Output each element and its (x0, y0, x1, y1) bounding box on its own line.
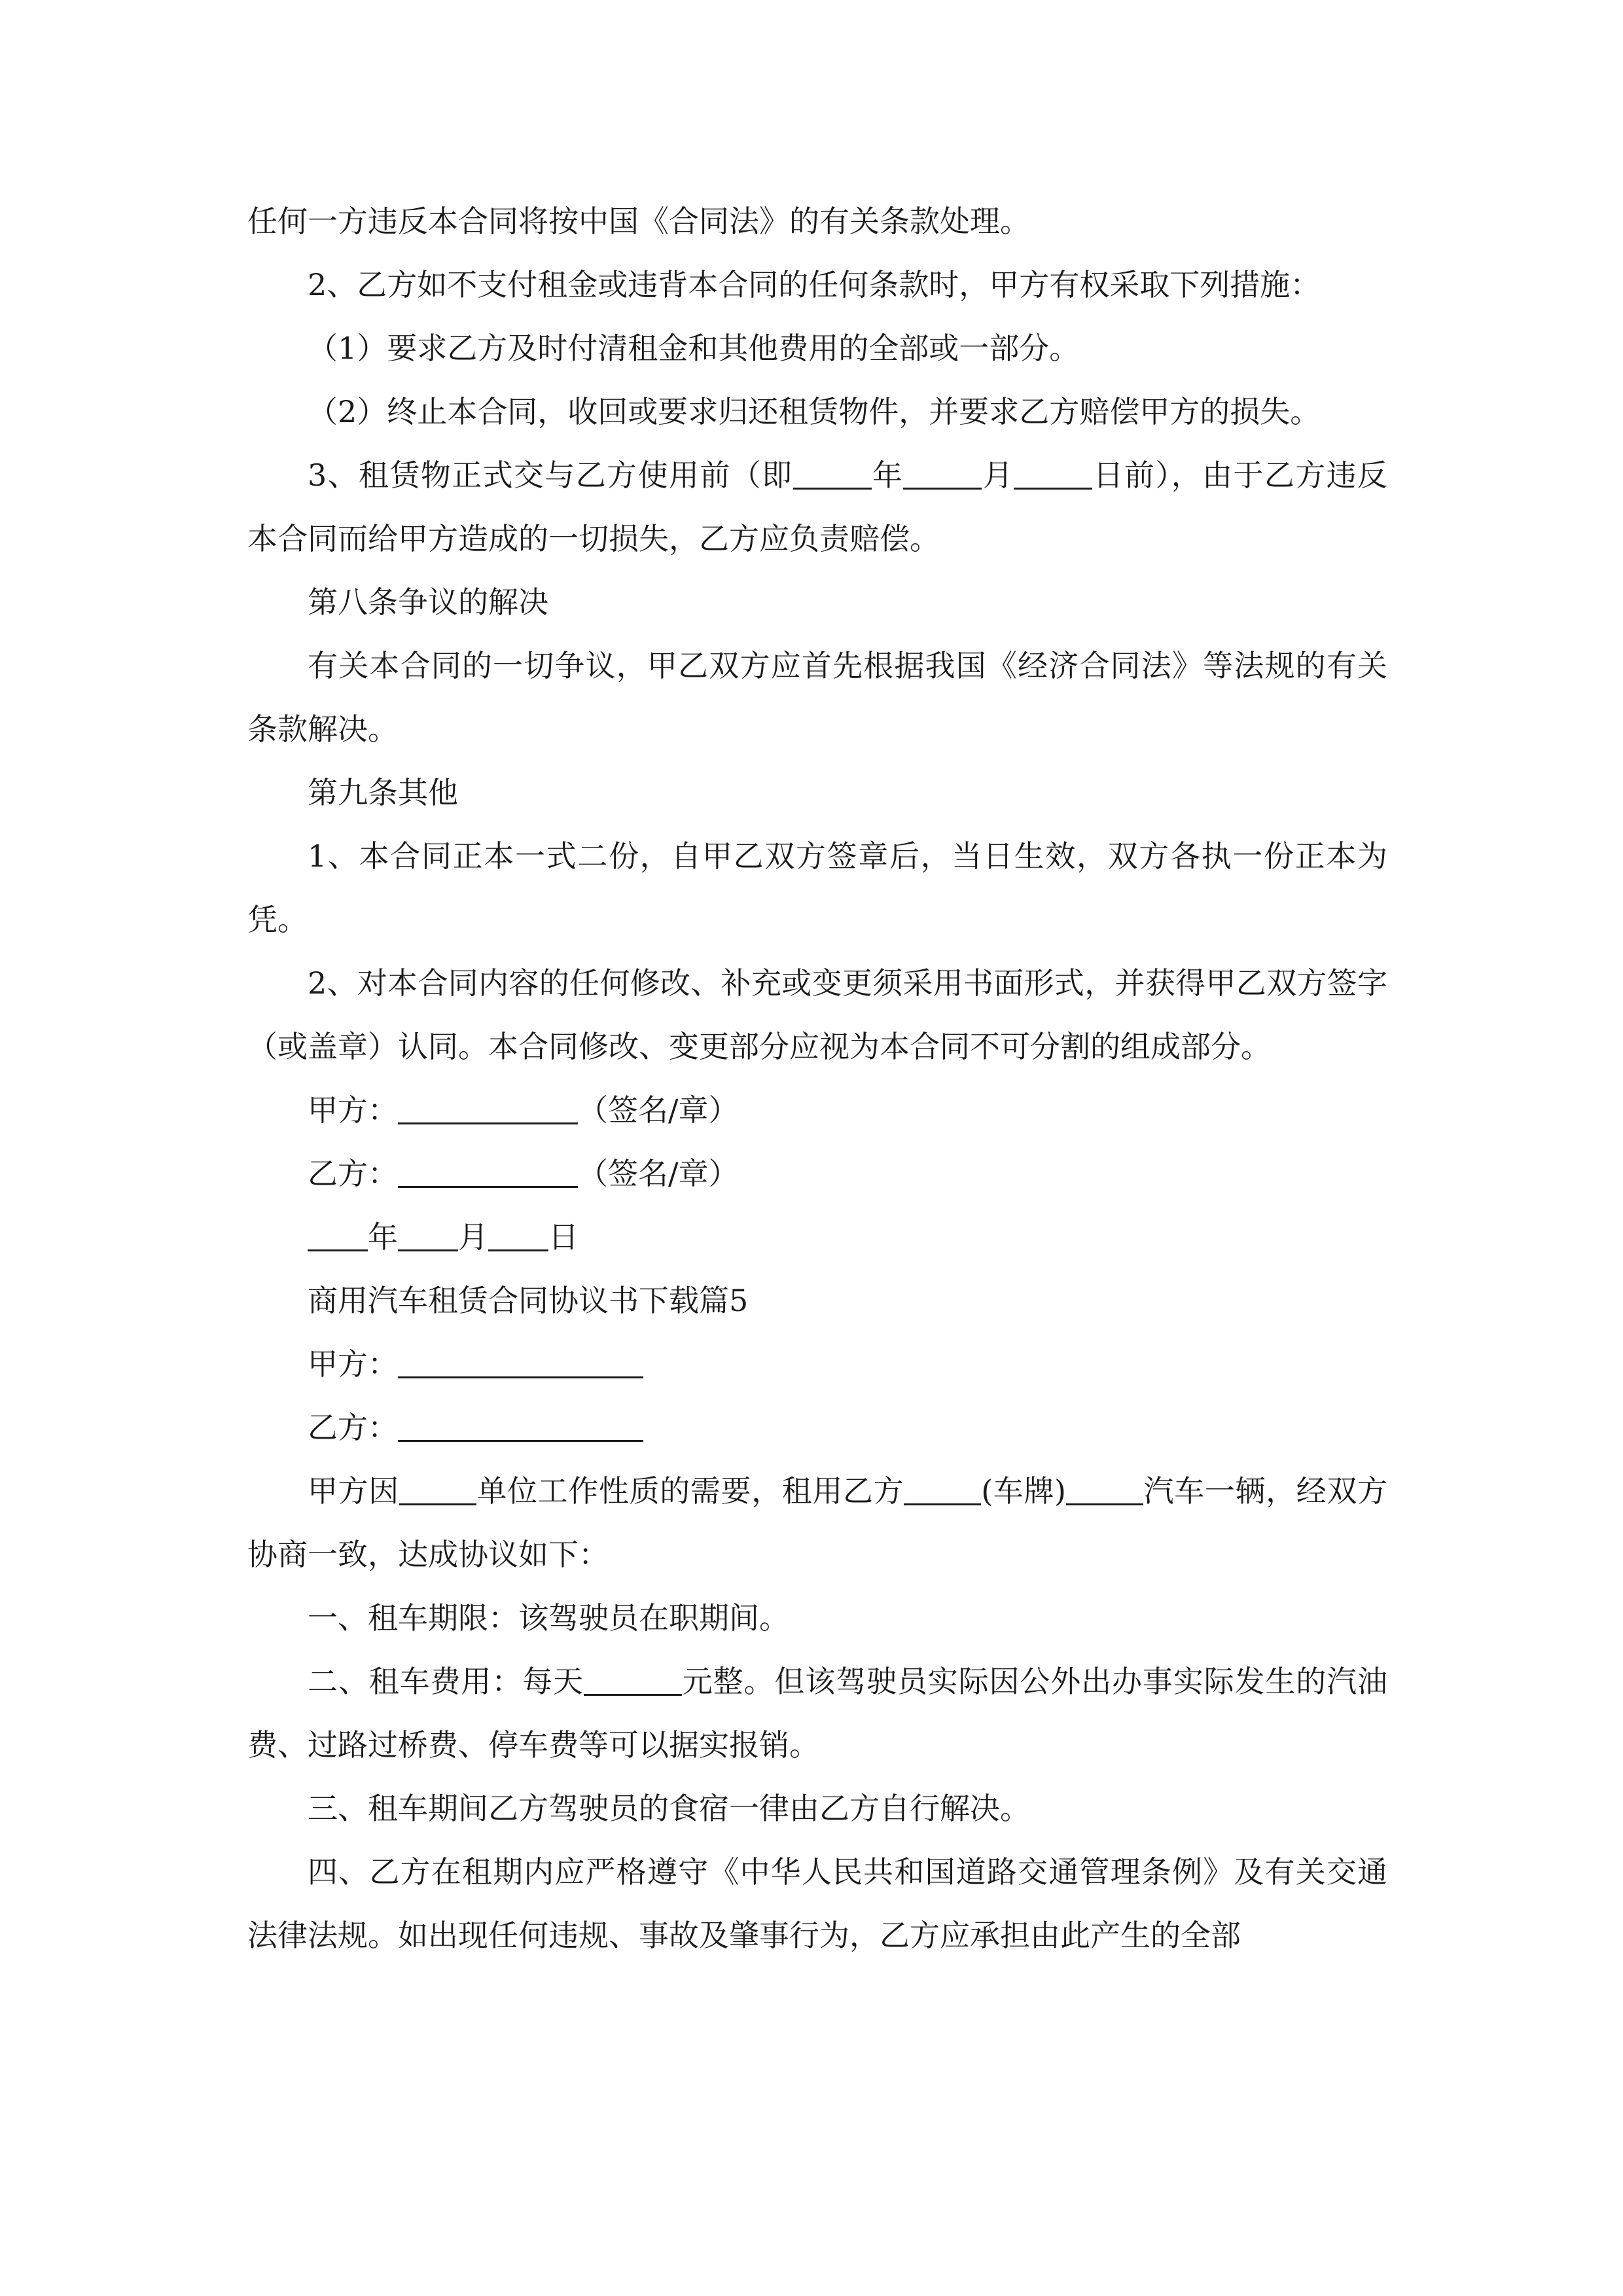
party-b-label: 乙方： (308, 1410, 398, 1445)
party-b-label: 乙方： (308, 1156, 398, 1191)
paragraph-continuation (247, 190, 1387, 253)
vehicle-blank[interactable] (1066, 1473, 1143, 1505)
text-segment: 月 (982, 457, 1014, 493)
signature-note: （签名/章） (578, 1092, 739, 1128)
text-segment: 日 (548, 1219, 579, 1255)
party-b-name-blank[interactable] (398, 1410, 643, 1442)
text-segment: 日前），由于乙方违反本合同而给甲方造成的一切损失，乙方应负责赔偿。 (247, 457, 1387, 556)
text-segment: 单位工作性质的需要，租用乙方 (476, 1473, 904, 1509)
text-segment: 月 (458, 1219, 488, 1255)
month-blank[interactable] (903, 457, 982, 490)
rental-intro (247, 1460, 1387, 1587)
date-year-blank[interactable] (308, 1219, 368, 1251)
date-month-blank[interactable] (398, 1219, 458, 1251)
party-a-signature-blank[interactable] (398, 1092, 578, 1124)
day-blank[interactable] (1014, 457, 1092, 490)
signature-note: （签名/章） (578, 1156, 739, 1191)
text-line: 四、乙方在租期内应严格遵守《中华人民共和国道路交通管理条例》及有关交通法律法规。如出现任何违规、事故及肇事行为，乙方应承担由此产生的全部 (247, 1854, 1387, 1953)
party-a-line (247, 1333, 1387, 1396)
article-9-heading (247, 761, 1387, 825)
text-segment: 二、租车费用：每天 (308, 1664, 584, 1699)
text-segment: 元整。但该驾驶员实际因公外出办事实际发生的汽油费、过路过桥费、停车费等可以据实报销。 (247, 1664, 1387, 1763)
text-line: 2、乙方如不支付租金或违背本合同的任何条款时，甲方有权采取下列措施： (308, 267, 1321, 302)
article-9-item-1 (247, 825, 1387, 952)
article-9-item-2 (247, 952, 1387, 1079)
document-body (247, 190, 1387, 1967)
date-line (247, 1206, 1387, 1269)
clause-2 (247, 253, 1387, 317)
unit-blank[interactable] (399, 1473, 476, 1505)
text-segment: 年 (368, 1219, 398, 1255)
title-text: 商用汽车租赁合同协议书下载篇5 (308, 1283, 749, 1318)
heading-text: 第九条其他 (308, 775, 458, 810)
term-2 (247, 1650, 1387, 1777)
daily-fee-blank[interactable] (584, 1664, 682, 1696)
text-line: 1、本合同正本一式二份，自甲乙双方签章后，当日生效，双方各执一份正本为凭。 (247, 838, 1387, 937)
clause-3 (247, 444, 1387, 571)
text-line: （1）要求乙方及时付清租金和其他费用的全部或一部分。 (308, 331, 1080, 366)
party-b-signature-line (247, 1142, 1387, 1206)
text-segment: (车牌) (981, 1473, 1066, 1509)
party-a-name-blank[interactable] (398, 1346, 643, 1378)
term-1 (247, 1587, 1387, 1650)
section-title (247, 1269, 1387, 1333)
term-3 (247, 1777, 1387, 1840)
text-segment: 年 (871, 457, 904, 493)
party-b-line (247, 1396, 1387, 1460)
term-4 (247, 1840, 1387, 1967)
text-segment: 3、租赁物正式交与乙方使用前（即 (308, 457, 793, 493)
party-a-signature-line (247, 1079, 1387, 1142)
heading-text: 第八条争议的解决 (308, 584, 548, 620)
text-line: （2）终止本合同，收回或要求归还租赁物件，并要求乙方赔偿甲方的损失。 (308, 394, 1321, 429)
party-a-label: 甲方： (308, 1346, 398, 1382)
text-line: 2、对本合同内容的任何修改、补充或变更须采用书面形式，并获得甲乙双方签字（或盖章）认同。本合同修改、变更部分应视为本合同不可分割的组成部分。 (247, 965, 1387, 1064)
text-line: 任何一方违反本合同将按中国《合同法》的有关条款处理。 (247, 204, 1030, 239)
text-segment: 甲方因 (308, 1473, 399, 1509)
party-a-label: 甲方： (308, 1092, 398, 1128)
text-line: 三、租车期间乙方驾驶员的食宿一律由乙方自行解决。 (308, 1791, 1030, 1826)
text-segment: 汽车一辆，经双方协商一致，达成协议如下： (247, 1473, 1387, 1572)
party-b-signature-blank[interactable] (398, 1156, 578, 1188)
year-blank[interactable] (793, 457, 872, 490)
plate-blank[interactable] (904, 1473, 981, 1505)
text-line: 有关本合同的一切争议，甲乙双方应首先根据我国《经济合同法》等法规的有关条款解决。 (247, 648, 1387, 747)
measure-1 (247, 317, 1387, 380)
article-8-body (247, 634, 1387, 761)
article-8-heading (247, 571, 1387, 634)
measure-2 (247, 380, 1387, 444)
text-line: 一、租车期限：该驾驶员在职期间。 (308, 1600, 789, 1636)
date-day-blank[interactable] (488, 1219, 548, 1251)
